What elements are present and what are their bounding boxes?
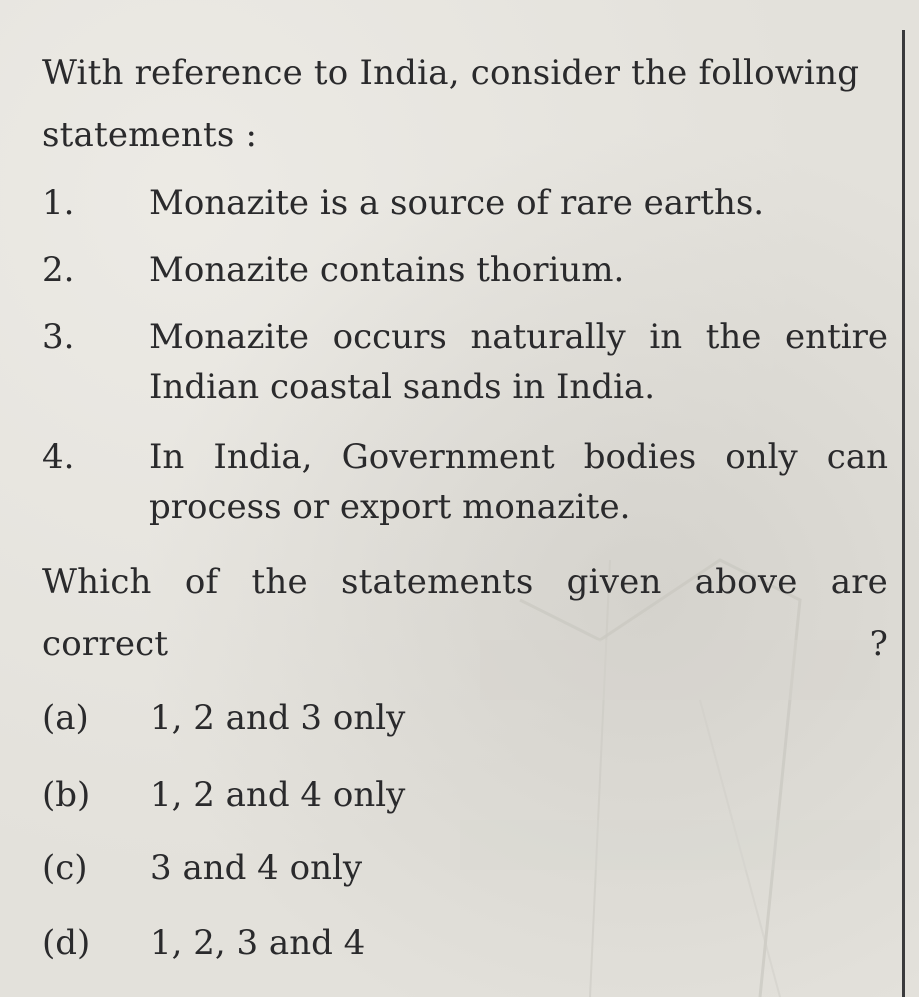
statement-number: 4. bbox=[42, 437, 75, 477]
statement-text bbox=[149, 245, 888, 295]
option-text: 1, 2, 3 and 4 bbox=[150, 923, 366, 963]
statement-line: Monazite contains thorium. bbox=[149, 250, 625, 290]
option-text: 1, 2 and 4 only bbox=[150, 775, 406, 815]
question-intro bbox=[42, 42, 888, 166]
statement-line: Indian coastal sands in India. bbox=[149, 367, 656, 407]
column-rule bbox=[902, 30, 905, 997]
statement-line: In India, Government bodies only can bbox=[149, 437, 888, 477]
statement-line: Monazite is a source of rare earths. bbox=[149, 183, 765, 223]
option-label: (a) bbox=[42, 698, 89, 738]
question-prompt bbox=[42, 551, 888, 675]
option-label: (c) bbox=[42, 848, 88, 888]
option-text: 3 and 4 only bbox=[150, 848, 363, 888]
question-prompt-line-2: correct ? bbox=[42, 624, 888, 664]
question-intro-line-2: statements : bbox=[42, 115, 258, 155]
statement-text bbox=[149, 312, 888, 412]
statement-line: Monazite occurs naturally in the entire bbox=[149, 317, 888, 357]
option-text: 1, 2 and 3 only bbox=[150, 698, 406, 738]
statement-text bbox=[149, 178, 888, 228]
option-label: (b) bbox=[42, 775, 91, 815]
statement-text bbox=[149, 432, 888, 532]
question-intro-line-1: With reference to India, consider the following bbox=[42, 53, 860, 93]
option-label: (d) bbox=[42, 923, 91, 963]
statement-number: 3. bbox=[42, 317, 75, 357]
question-prompt-line-1: Which of the statements given above are bbox=[42, 562, 888, 602]
statement-line: process or export monazite. bbox=[149, 487, 631, 527]
statement-number: 2. bbox=[42, 250, 75, 290]
statement-number: 1. bbox=[42, 183, 75, 223]
